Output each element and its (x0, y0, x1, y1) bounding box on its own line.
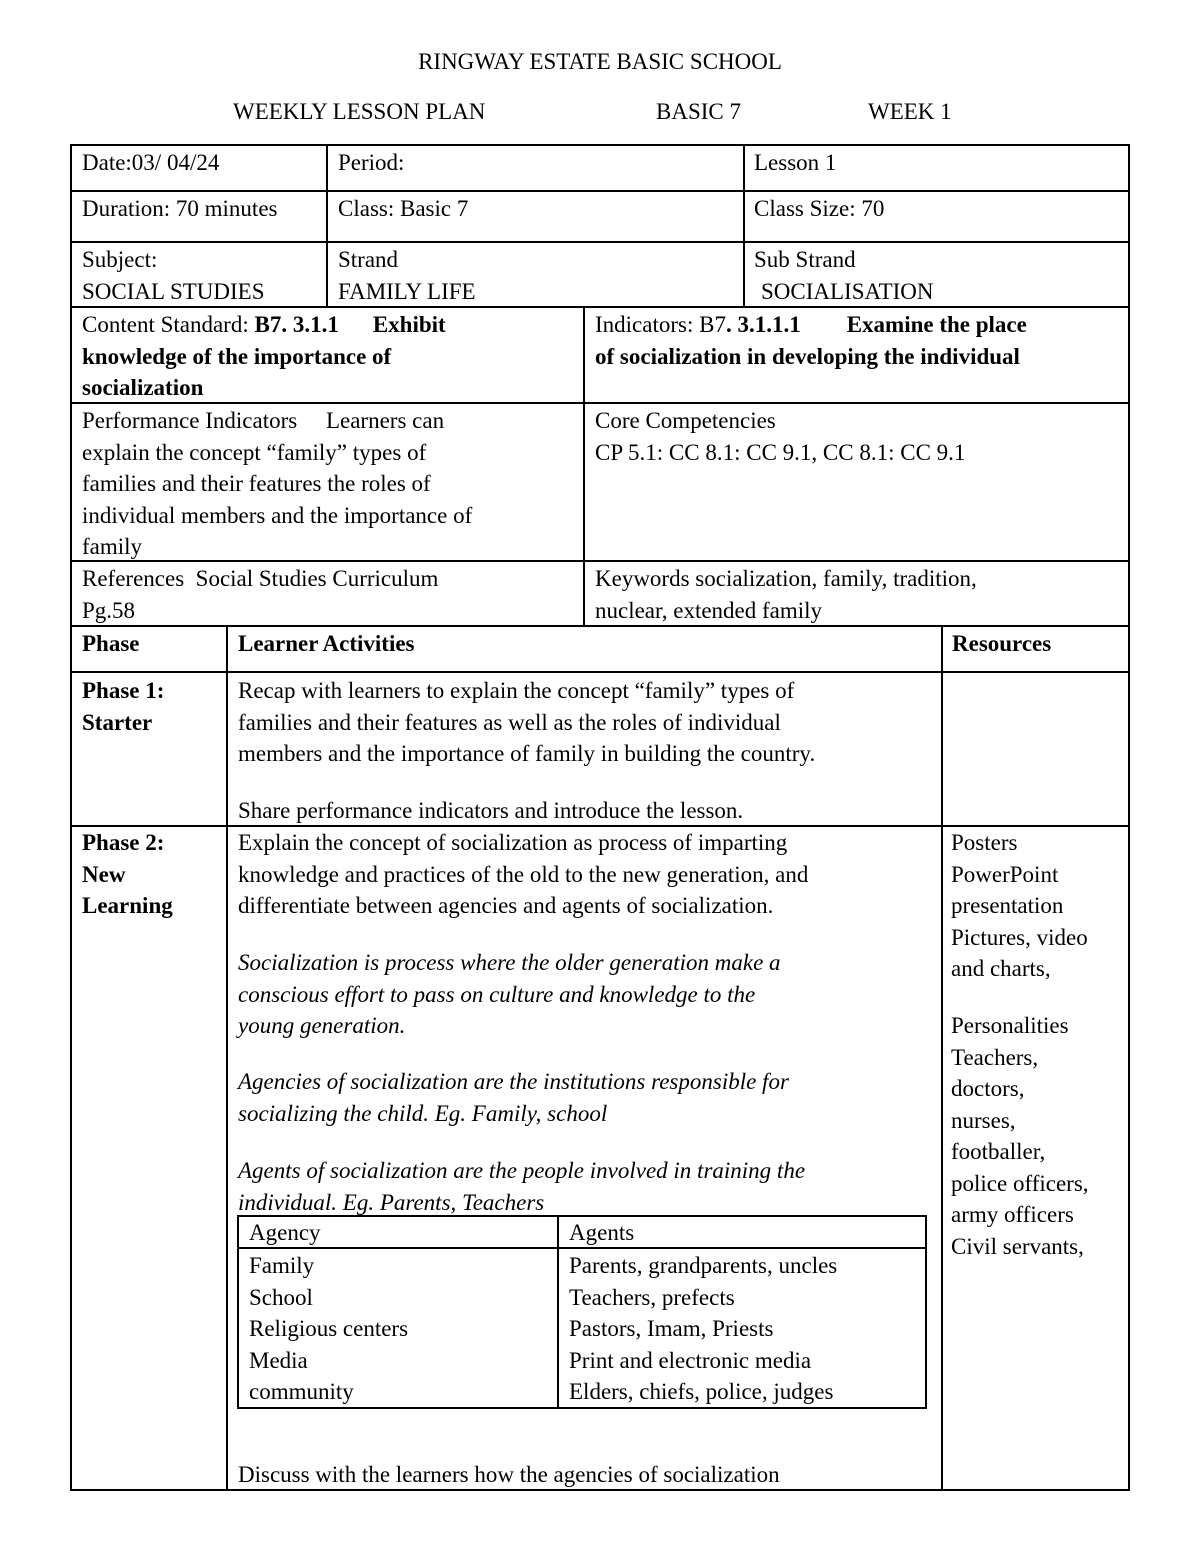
agencies-definition: Agencies of socialization are the institutions responsible for socializing the child. Eg. Family, school (238, 1069, 789, 1126)
phase2-personalities: Personalities Teachers, doctors, nurses, footballer, police officers, army officers Civil servants, (951, 1013, 1089, 1259)
content-standard-line3: socialization (82, 375, 204, 400)
subject-label: Subject: (82, 247, 158, 272)
table-row: Pastors, Imam, Priests (569, 1316, 774, 1341)
indicators-line2: of socialization in developing the individual (595, 344, 1020, 369)
sub-strand-label: Sub Strand (754, 247, 856, 272)
references: References Social Studies Curriculum Pg.58 (82, 566, 439, 623)
class-size-cell: Class Size: 70 (754, 196, 885, 221)
table-row: Parents, grandparents, uncles (569, 1253, 838, 1278)
basic-level: BASIC 7 (656, 99, 741, 124)
agents-definition: Agents of socialization are the people involved in training the individual. Eg. Parents, Teachers (238, 1158, 806, 1215)
table-row: Teachers, prefects (569, 1284, 735, 1310)
agents-header: Agents (569, 1220, 635, 1245)
lesson-cell: Lesson 1 (754, 150, 837, 175)
phase2-activities: Explain the concept of socialization as process of imparting knowledge and practices of the old to the new generation, and differentiate between agencies and agents of socialization. (238, 830, 809, 918)
agents-column (569, 1250, 837, 1408)
sub-strand-value: SOCIALISATION (761, 279, 934, 304)
performance-indicators: Performance Indicators Learners can explain the concept “family” types of families and their features the roles of individual members and the importance of family (82, 408, 473, 559)
content-standard-line2: knowledge of the importance of (82, 344, 392, 369)
school-name: RINGWAY ESTATE BASIC SCHOOL (418, 49, 782, 74)
table-row: Family (249, 1253, 315, 1278)
table-row: Religious centers (249, 1316, 409, 1341)
agency-column (249, 1250, 408, 1408)
core-competencies: Core Competencies CP 5.1: CC 8.1: CC 9.1, CC 8.1: CC 9.1 (595, 408, 966, 465)
class-cell: Class: Basic 7 (338, 196, 469, 221)
agency-header: Agency (249, 1220, 321, 1245)
phase2-resources: Posters PowerPoint presentation Pictures, video and charts, (951, 830, 1088, 981)
phase2-label: Phase 2: New Learning (82, 830, 173, 918)
table-row: Elders, chiefs, police, judges (569, 1379, 834, 1404)
table-row: School (249, 1284, 313, 1310)
phase2-closing: Discuss with the learners how the agencies of socialization (238, 1462, 780, 1487)
plan-title: WEEKLY LESSON PLAN (233, 99, 486, 124)
date-cell: Date:03/ 04/24 (82, 150, 220, 175)
phase-header: Phase (82, 631, 140, 656)
strand-value: FAMILY LIFE (338, 279, 476, 304)
activities-header: Learner Activities (238, 631, 415, 656)
strand-label: Strand (338, 247, 399, 272)
subject-value: SOCIAL STUDIES (82, 279, 265, 304)
duration-cell: Duration: 70 minutes (82, 196, 278, 221)
phase1-label: Phase 1: Starter (82, 678, 165, 735)
keywords: Keywords socialization, family, tradition, nuclear, extended family (595, 566, 977, 623)
table-row: community (249, 1379, 354, 1404)
resources-header: Resources (952, 631, 1052, 656)
indicators-line1: Indicators: B7. 3.1.1.1 Examine the place (595, 312, 1027, 337)
content-standard-line1: Content Standard: B7. 3.1.1 Exhibit (82, 312, 446, 337)
phase1-activities: Recap with learners to explain the concept “family” types of families and their features as well as the roles of individual members and the importance of family in building the country. Share performance indicators and introduce the lesson. (238, 678, 816, 823)
table-row: Media (249, 1347, 308, 1373)
period-cell: Period: (338, 150, 405, 175)
table-row: Print and electronic media (569, 1347, 812, 1373)
week-label: WEEK 1 (868, 99, 952, 124)
socialization-definition: Socialization is process where the older generation make a conscious effort to pass on culture and knowledge to the young generation. (238, 950, 781, 1038)
